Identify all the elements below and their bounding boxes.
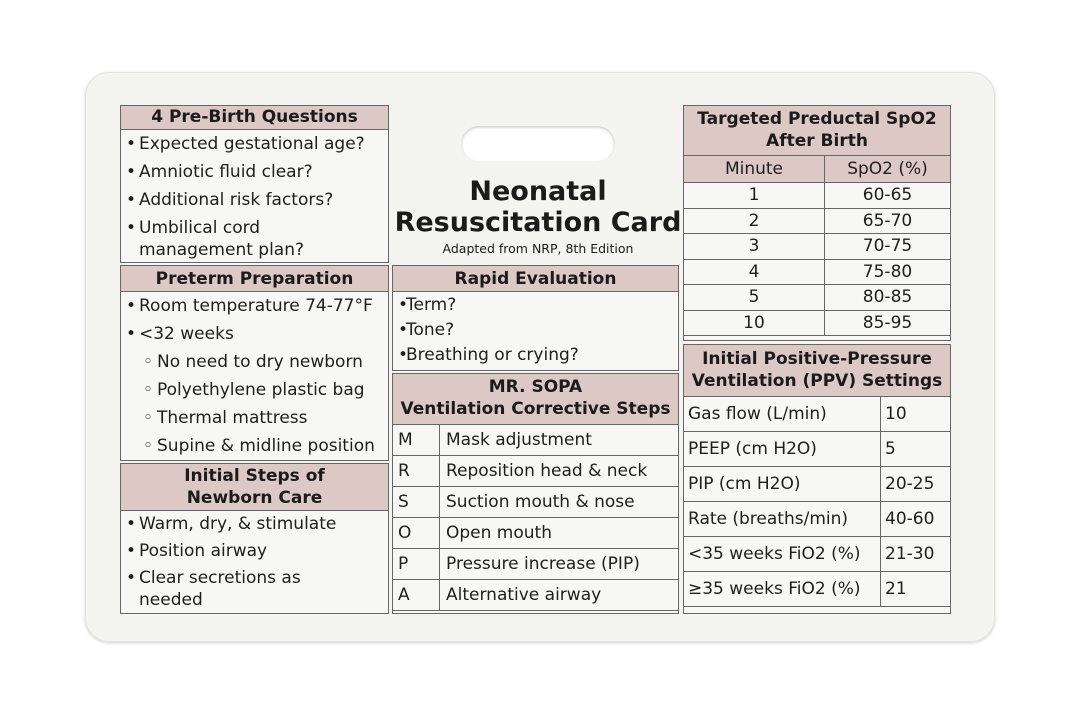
ppv-settings-box: [683, 344, 951, 614]
mr-sopa-table: [392, 424, 679, 611]
spo2-table: [683, 155, 951, 336]
sopa-step: Reposition head & neck: [440, 456, 679, 487]
spo2-cell: 75-80: [825, 259, 951, 285]
ppv-header: [684, 345, 950, 397]
mr-sopa-header-line2: Ventilation Corrective Steps: [400, 399, 671, 419]
ppv-value: 20-25: [881, 467, 951, 502]
list-item: • Clear secretions as needed: [121, 567, 321, 611]
minute-cell: 5: [684, 285, 825, 311]
preterm-header-text: Preterm Preparation: [155, 269, 354, 289]
initial-steps-header-line1: Initial Steps of: [184, 466, 325, 486]
sopa-step: Mask adjustment: [440, 425, 679, 456]
table-row: [684, 259, 951, 285]
pre-birth-header: [121, 106, 388, 130]
table-row: [393, 487, 679, 518]
ppv-value: 5: [881, 432, 951, 467]
ppv-value: 40-60: [881, 502, 951, 537]
rapid-eval-header-text: Rapid Evaluation: [454, 269, 617, 289]
spo2-cell: 60-65: [825, 183, 951, 209]
pre-birth-header-text: 4 Pre-Birth Questions: [151, 107, 358, 127]
rapid-evaluation-box: [392, 265, 679, 371]
ppv-setting: PIP (cm H2O): [684, 467, 881, 502]
preterm-preparation-box: [120, 265, 389, 461]
ppv-setting: PEEP (cm H2O): [684, 432, 881, 467]
card-title-block: [392, 176, 684, 258]
initial-steps-header-line2: Newborn Care: [186, 488, 323, 508]
minute-cell: 4: [684, 259, 825, 285]
table-row: [684, 208, 951, 234]
table-row: [684, 537, 951, 572]
list-subitem: ◦ Polyethylene plastic bag: [121, 379, 388, 401]
table-header-row: [684, 156, 951, 183]
sopa-step: Alternative airway: [440, 580, 679, 611]
list-subitem: ◦ Supine & midline position: [121, 435, 388, 457]
list-item: • Additional risk factors?: [121, 189, 388, 211]
ppv-value: 10: [881, 397, 951, 432]
table-row: [393, 425, 679, 456]
table-row: [393, 580, 679, 611]
list-item: • Breathing or crying?: [393, 344, 678, 366]
table-row: [393, 549, 679, 580]
spo2-header-line1: Targeted Preductal SpO2: [697, 109, 937, 129]
mr-sopa-header-line1: MR. SOPA: [488, 377, 583, 397]
sopa-key: M: [393, 425, 440, 456]
minute-cell: 3: [684, 234, 825, 260]
col-spo2: SpO2 (%): [825, 156, 951, 183]
ppv-setting: Gas flow (L/min): [684, 397, 881, 432]
sopa-key: A: [393, 580, 440, 611]
list-item: • Warm, dry, & stimulate: [121, 513, 388, 535]
table-row: [684, 234, 951, 260]
minute-cell: 2: [684, 208, 825, 234]
sopa-key: R: [393, 456, 440, 487]
list-item: • Umbilical cord management plan?: [121, 217, 321, 261]
list-subitem: ◦ Thermal mattress: [121, 407, 388, 429]
initial-steps-box: [120, 463, 389, 614]
card-title-line2: Resuscitation Card: [394, 207, 682, 238]
mr-sopa-header: [393, 374, 678, 425]
spo2-cell: 65-70: [825, 208, 951, 234]
initial-steps-header: [121, 464, 388, 511]
sopa-key: S: [393, 487, 440, 518]
list-item: • Tone?: [393, 319, 678, 341]
sopa-step: Open mouth: [440, 518, 679, 549]
ppv-value: 21-30: [881, 537, 951, 572]
table-row: [684, 502, 951, 537]
sopa-step: Pressure increase (PIP): [440, 549, 679, 580]
table-row: [684, 432, 951, 467]
list-item: • <32 weeks: [121, 323, 388, 345]
table-row: [684, 467, 951, 502]
table-row: [684, 183, 951, 209]
mr-sopa-box: [392, 373, 679, 614]
col-minute: Minute: [684, 156, 825, 183]
ppv-table: [683, 396, 951, 607]
table-row: [684, 572, 951, 607]
spo2-header: [684, 106, 950, 156]
spo2-header-line2: After Birth: [766, 131, 868, 151]
sopa-key: O: [393, 518, 440, 549]
minute-cell: 1: [684, 183, 825, 209]
spo2-cell: 80-85: [825, 285, 951, 311]
list-subitem: ◦ No need to dry newborn: [121, 351, 388, 373]
table-row: [684, 285, 951, 311]
spo2-box: [683, 105, 951, 341]
pre-birth-questions-box: [120, 105, 389, 263]
card-subtitle: Adapted from NRP, 8th Edition: [442, 241, 634, 256]
ppv-header-line1: Initial Positive-Pressure: [702, 349, 932, 369]
ppv-setting: <35 weeks FiO2 (%): [684, 537, 881, 572]
table-row: [393, 456, 679, 487]
list-item: • Amniotic fluid clear?: [121, 161, 388, 183]
spo2-cell: 70-75: [825, 234, 951, 260]
list-item: • Room temperature 74-77°F: [121, 295, 388, 317]
table-row: [684, 397, 951, 432]
sopa-key: P: [393, 549, 440, 580]
rapid-eval-header: [393, 266, 678, 292]
list-item: • Position airway: [121, 540, 388, 562]
ppv-header-line2: Ventilation (PPV) Settings: [691, 371, 943, 391]
minute-cell: 10: [684, 310, 825, 336]
resuscitation-card: [85, 72, 995, 642]
list-item: • Term?: [393, 294, 678, 316]
sopa-step: Suction mouth & nose: [440, 487, 679, 518]
lanyard-slot: [461, 126, 615, 162]
preterm-header: [121, 266, 388, 292]
list-item: • Expected gestational age?: [121, 133, 388, 155]
spo2-cell: 85-95: [825, 310, 951, 336]
ppv-setting: Rate (breaths/min): [684, 502, 881, 537]
table-row: [684, 310, 951, 336]
ppv-value: 21: [881, 572, 951, 607]
card-title-line1: Neonatal: [469, 176, 607, 207]
ppv-setting: ≥35 weeks FiO2 (%): [684, 572, 881, 607]
table-row: [393, 518, 679, 549]
